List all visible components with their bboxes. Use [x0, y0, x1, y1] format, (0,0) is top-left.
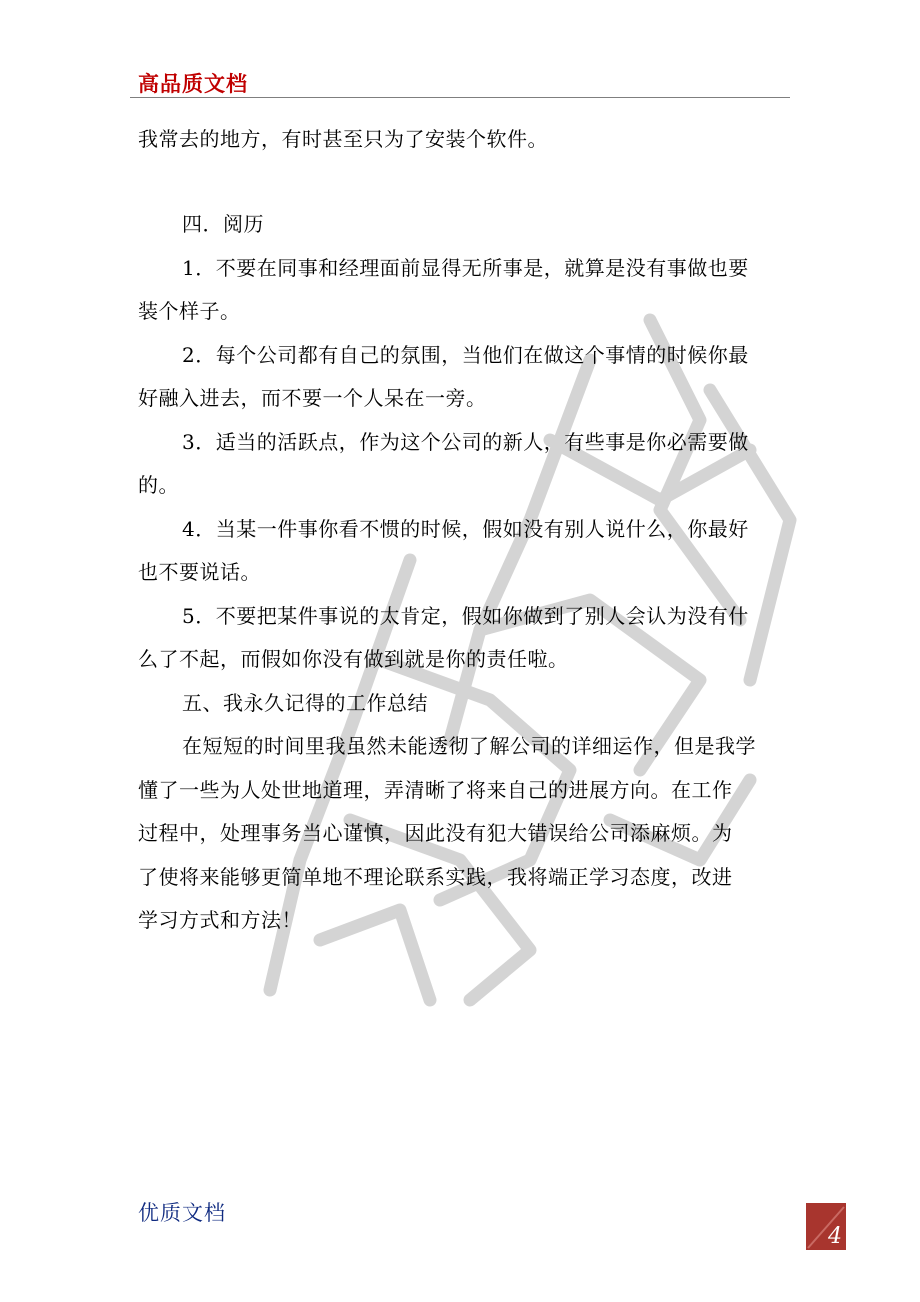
body-line-10: 也不要说话。 [138, 560, 261, 584]
body-line-4: 装个样子。 [138, 299, 241, 323]
body-line-14: 在短短的时间里我虽然未能透彻了解公司的详细运作，但是我学 [182, 734, 756, 758]
body-line-9: 4．当某一件事你看不惯的时候，假如没有别人说什么，你最好 [182, 517, 749, 541]
body-line-17: 了使将来能够更简单地不理论联系实践，我将端正学习态度，改进 [138, 865, 733, 889]
body-line-15: 懂了一些为人处世地道理，弄清晰了将来自己的进展方向。在工作 [138, 778, 733, 802]
page-number-badge [806, 1203, 846, 1250]
body-line-12: 么了不起，而假如你没有做到就是你的责任啦。 [138, 647, 569, 671]
body-line-11: 5．不要把某件事说的太肯定，假如你做到了别人会认为没有什 [182, 604, 749, 628]
body-line-7: 3．适当的活跃点，作为这个公司的新人，有些事是你必需要做 [182, 430, 749, 454]
body-line-5: 2．每个公司都有自己的氛围，当他们在做这个事情的时候你最 [182, 343, 749, 367]
body-line-1: 我常去的地方，有时甚至只为了安装个软件。 [138, 127, 548, 151]
body-line-18: 学习方式和方法！ [138, 908, 302, 932]
section-heading-4: 四．阅历 [182, 212, 264, 236]
header-title: 高品质文档 [138, 72, 248, 96]
footer-title: 优质文档 [138, 1201, 226, 1225]
body-line-8: 的。 [138, 473, 179, 497]
section-heading-5: 五、我永久记得的工作总结 [182, 691, 428, 715]
page-number: 4 [828, 1224, 842, 1249]
body-line-6: 好融入进去，而不要一个人呆在一旁。 [138, 386, 487, 410]
header-rule [130, 97, 790, 98]
body-line-3: 1．不要在同事和经理面前显得无所事是，就算是没有事做也要 [182, 256, 749, 280]
body-line-16: 过程中，处理事务当心谨慎，因此没有犯大错误给公司添麻烦。为 [138, 821, 733, 845]
